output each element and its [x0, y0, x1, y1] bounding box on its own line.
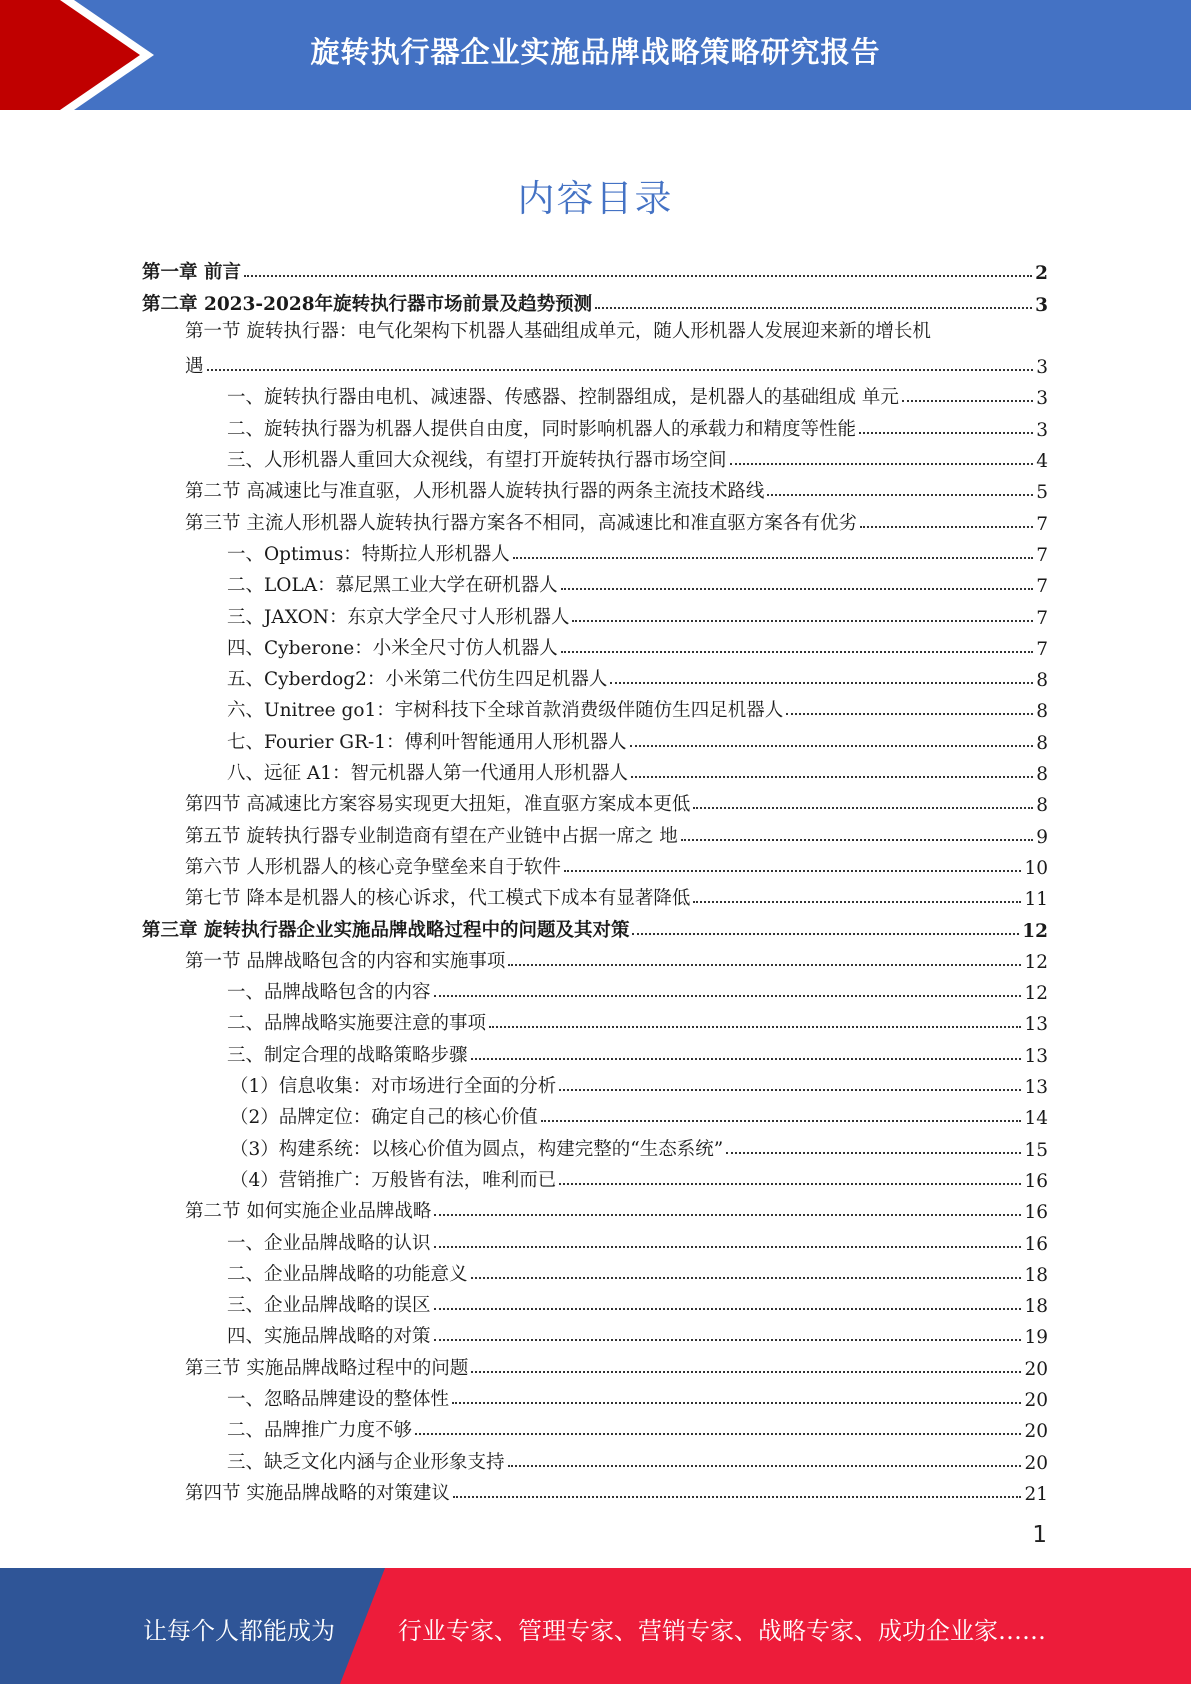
- toc-entry-page: 10: [1024, 857, 1048, 879]
- toc-entry[interactable]: [142, 910, 1048, 941]
- toc-entry-label: 二、品牌战略实施要注意的事项: [227, 1013, 487, 1035]
- toc-entry-page: 14: [1024, 1108, 1048, 1130]
- toc-leader-dots: [681, 839, 1033, 841]
- toc-entry-label: （1）信息收集：对市场进行全面的分析: [230, 1076, 557, 1098]
- toc-entry-label: 三、人形机器人重回大众视线，有望打开旋转执行器市场空间: [227, 450, 727, 472]
- toc-entry[interactable]: [142, 973, 1048, 1004]
- toc-leader-dots: [726, 1152, 1021, 1154]
- toc-entry-label: 四、Cyberone：小米全尺寸仿人机器人: [227, 637, 558, 659]
- page-number: 1: [1032, 1522, 1047, 1548]
- toc-leader-dots: [559, 1089, 1021, 1091]
- toc-entry-label: 一、企业品牌战略的认识: [227, 1232, 431, 1254]
- toc-entry[interactable]: [142, 535, 1048, 566]
- toc-entry-page: 13: [1024, 1014, 1048, 1036]
- toc-entry-label: 二、企业品牌战略的功能意义: [227, 1263, 468, 1285]
- toc-entry-label: 一、Optimus：特斯拉人形机器人: [227, 543, 510, 565]
- toc-entry[interactable]: [142, 472, 1048, 503]
- toc-entry[interactable]: [142, 1098, 1048, 1129]
- toc-entry-label: 三、缺乏文化内涵与企业形象支持: [227, 1451, 505, 1473]
- toc-entry[interactable]: [142, 942, 1048, 973]
- toc-entry-page: 8: [1036, 670, 1048, 692]
- toc-leader-dots: [559, 1183, 1021, 1185]
- toc-leader-dots: [513, 557, 1033, 559]
- toc-leader-dots: [434, 1308, 1022, 1310]
- toc-leader-dots: [471, 1371, 1021, 1373]
- toc-entry-page: 7: [1036, 576, 1048, 598]
- toc-entry-page: 3: [1035, 294, 1048, 316]
- toc-leader-dots: [595, 307, 1032, 309]
- toc-entry-page: 20: [1024, 1389, 1048, 1411]
- toc-leader-dots: [471, 1058, 1022, 1060]
- toc-leader-dots: [541, 1120, 1022, 1122]
- toc-entry[interactable]: [142, 629, 1048, 660]
- toc-leader-dots: [434, 995, 1022, 997]
- toc-entry[interactable]: [142, 816, 1048, 847]
- toc-entry[interactable]: [142, 660, 1048, 691]
- toc-entry-page: 12: [1022, 920, 1048, 942]
- toc-entry[interactable]: [142, 1411, 1048, 1442]
- toc-leader-dots: [561, 651, 1033, 653]
- toc-entry[interactable]: [142, 691, 1048, 722]
- toc-leader-dots: [631, 776, 1033, 778]
- toc-entry-page: 12: [1024, 951, 1048, 973]
- toc-leader-dots: [434, 1246, 1022, 1248]
- toc-entry[interactable]: [142, 1348, 1048, 1379]
- toc-entry-label: 第二节 高减速比与准直驱，人形机器人旋转执行器的两条主流技术路线: [185, 481, 765, 503]
- toc-entry[interactable]: [142, 1442, 1048, 1473]
- toc-entry[interactable]: [142, 409, 1048, 440]
- toc-entry[interactable]: [142, 879, 1048, 910]
- toc-leader-dots: [786, 713, 1033, 715]
- toc-leader-dots: [471, 1277, 1022, 1279]
- toc-leader-dots: [508, 1465, 1022, 1467]
- toc-entry[interactable]: [142, 1317, 1048, 1348]
- toc-entry-page: 5: [1036, 482, 1048, 504]
- toc-entry[interactable]: [142, 722, 1048, 753]
- toc-entry-page: 3: [1036, 388, 1048, 410]
- toc-entry-label: 四、实施品牌战略的对策: [227, 1326, 431, 1348]
- toc-entry-label: 三、制定合理的战略策略步骤: [227, 1044, 468, 1066]
- toc-leader-dots: [630, 745, 1034, 747]
- toc-entry-page: 7: [1036, 513, 1048, 535]
- toc-entry[interactable]: [142, 1223, 1048, 1254]
- toc-entry-page: 20: [1024, 1358, 1048, 1380]
- toc-entry[interactable]: [142, 503, 1048, 534]
- toc-entry-page: 16: [1024, 1202, 1048, 1224]
- toc-entry[interactable]: [142, 1192, 1048, 1223]
- toc-entry-label: 六、Unitree go1：宇树科技下全球首款消费级伴随仿生四足机器人: [227, 700, 784, 722]
- toc-entry-label: 二、旋转执行器为机器人提供自由度，同时影响机器人的承载力和精度等性能: [227, 418, 857, 440]
- toc-entry-label: （2）品牌定位：确定自己的核心价值: [230, 1107, 538, 1129]
- toc-entry[interactable]: [142, 441, 1048, 472]
- page-header: [0, 0, 1191, 110]
- toc-entry-page: 2: [1035, 263, 1048, 285]
- toc-entry[interactable]: [142, 1380, 1048, 1411]
- toc-entry[interactable]: [142, 1129, 1048, 1160]
- toc-entry-label: 第一节 品牌战略包含的内容和实施事项: [185, 950, 506, 972]
- toc-leader-dots: [632, 933, 1019, 935]
- toc-leader-dots: [610, 682, 1033, 684]
- toc-entry[interactable]: [142, 1474, 1048, 1505]
- toc-entry[interactable]: [142, 597, 1048, 628]
- toc-entry-label: 七、Fourier GR-1：傅利叶智能通用人形机器人: [227, 731, 627, 753]
- toc-entry-page: 8: [1036, 764, 1048, 786]
- toc-entry-label: 第三节 实施品牌战略过程中的问题: [185, 1357, 469, 1379]
- toc-entry[interactable]: [142, 1004, 1048, 1035]
- toc-entry-label: 第五节 旋转执行器专业制造商有望在产业链中占据一席之 地: [185, 825, 678, 847]
- toc-entry-label: 第四节 高减速比方案容易实现更大扭矩，准直驱方案成本更低: [185, 794, 691, 816]
- toc-entry-page: 11: [1024, 889, 1048, 911]
- toc-entry-page: 8: [1036, 732, 1048, 754]
- toc-entry-label: （3）构建系统：以核心价值为圆点，构建完整的“生态系统”: [230, 1138, 724, 1160]
- toc-entry[interactable]: [142, 754, 1048, 785]
- toc-entry-label: 第一章 前言: [142, 262, 241, 284]
- toc-entry[interactable]: [142, 347, 1048, 378]
- toc-entry-page: 7: [1036, 607, 1048, 629]
- toc-leader-dots: [434, 1214, 1021, 1216]
- toc-leader-dots: [859, 432, 1033, 434]
- toc-entry[interactable]: [142, 1255, 1048, 1286]
- toc-entry-label: 第四节 实施品牌战略的对策建议: [185, 1482, 450, 1504]
- toc-entry[interactable]: [142, 785, 1048, 816]
- toc-entry-page: 16: [1024, 1170, 1048, 1192]
- report-title: 旋转执行器企业实施品牌战略策略研究报告: [310, 35, 881, 69]
- toc-entry-page: 19: [1024, 1327, 1048, 1349]
- toc-leader-dots: [452, 1402, 1021, 1404]
- toc-leader-dots: [564, 870, 1022, 872]
- toc-entry-label: 一、忽略品牌建设的整体性: [227, 1388, 450, 1410]
- toc-entry[interactable]: [142, 1161, 1048, 1192]
- toc-leader-dots: [693, 901, 1021, 903]
- toc-entry-page: 13: [1024, 1045, 1048, 1067]
- toc-entry-page: 3: [1036, 357, 1048, 379]
- toc-entry-page: 15: [1024, 1139, 1048, 1161]
- toc-entry-label: 三、JAXON：东京大学全尺寸人形机器人: [227, 606, 570, 628]
- toc-leader-dots: [207, 369, 1034, 371]
- toc-entry-page: 3: [1036, 419, 1048, 441]
- toc-entry-label: （4）营销推广：万般皆有法，唯利而已: [230, 1169, 557, 1191]
- toc-leader-dots: [730, 463, 1034, 465]
- toc-entry-page: 4: [1036, 451, 1048, 473]
- toc-entry-label: 一、品牌战略包含的内容: [227, 982, 431, 1004]
- toc-entry-label: 三、企业品牌战略的误区: [227, 1295, 431, 1317]
- toc-leader-dots: [902, 400, 1033, 402]
- toc-entry-label: 第二章 2023-2028年旋转执行器市场前景及趋势预测: [142, 293, 593, 315]
- table-of-contents: [142, 253, 1048, 1505]
- toc-leader-dots: [767, 494, 1033, 496]
- toc-entry-page: 21: [1024, 1483, 1048, 1505]
- toc-entry[interactable]: [142, 1286, 1048, 1317]
- toc-entry[interactable]: [142, 284, 1048, 315]
- toc-entry-label: 五、Cyberdog2：小米第二代仿生四足机器人: [227, 669, 608, 691]
- toc-entry-page: 18: [1024, 1264, 1048, 1286]
- toc-entry[interactable]: [142, 1035, 1048, 1066]
- toc-entry[interactable]: [142, 566, 1048, 597]
- toc-leader-dots: [572, 620, 1033, 622]
- toc-entry-page: 16: [1024, 1233, 1048, 1255]
- toc-entry[interactable]: [142, 253, 1048, 284]
- footer-slogan-right: 行业专家、管理专家、营销专家、战略专家、成功企业家……: [398, 1617, 1046, 1645]
- toc-entry-label: 遇: [185, 356, 204, 378]
- toc-leader-dots: [561, 588, 1034, 590]
- toc-entry-page: 8: [1036, 701, 1048, 723]
- toc-entry-label: 第三节 主流人形机器人旋转执行器方案各不相同，高减速比和准直驱方案各有优劣: [185, 512, 857, 534]
- toc-entry-page: 12: [1024, 983, 1048, 1005]
- toc-leader-dots: [860, 526, 1033, 528]
- toc-leader-dots: [489, 1026, 1021, 1028]
- toc-leader-dots: [244, 275, 1032, 277]
- toc-leader-dots: [508, 964, 1021, 966]
- toc-entry[interactable]: [142, 848, 1048, 879]
- toc-entry-label: 第三章 旋转执行器企业实施品牌战略过程中的问题及其对策: [142, 919, 630, 941]
- toc-entry-page: 20: [1024, 1421, 1048, 1443]
- toc-entry-label: 一、旋转执行器由电机、减速器、传感器、控制器组成，是机器人的基础组成 单元: [227, 387, 899, 409]
- toc-entry-label: 第二节 如何实施企业品牌战略: [185, 1201, 432, 1223]
- page-footer: [0, 1568, 1191, 1684]
- toc-entry-page: 20: [1024, 1452, 1048, 1474]
- toc-entry-page: 18: [1024, 1296, 1048, 1318]
- toc-entry-wrapped-line[interactable]: 第一节 旋转执行器：电气化架构下机器人基础组成单元，随人形机器人发展迎来新的增长机: [185, 320, 931, 342]
- toc-entry-label: 第七节 降本是机器人的核心诉求，代工模式下成本有显著降低: [185, 888, 691, 910]
- footer-slogan-left: 让每个人都能成为: [143, 1617, 335, 1645]
- toc-entry[interactable]: [142, 1067, 1048, 1098]
- toc-entry[interactable]: [142, 378, 1048, 409]
- toc-entry-label: 第六节 人形机器人的核心竞争壁垒来自于软件: [185, 856, 561, 878]
- toc-entry-page: 13: [1024, 1077, 1048, 1099]
- toc-entry-label: 八、远征 A1：智元机器人第一代通用人形机器人: [227, 763, 629, 785]
- toc-entry-page: 8: [1036, 795, 1048, 817]
- toc-entry-page: 9: [1036, 826, 1048, 848]
- toc-entry-page: 7: [1036, 638, 1048, 660]
- toc-entry-page: 7: [1036, 544, 1048, 566]
- toc-leader-dots: [434, 1339, 1022, 1341]
- toc-entry-label: 二、品牌推广力度不够: [227, 1420, 413, 1442]
- toc-leader-dots: [415, 1433, 1021, 1435]
- toc-leader-dots: [453, 1496, 1022, 1498]
- toc-entry-label: 二、LOLA：慕尼黑工业大学在研机器人: [227, 575, 558, 597]
- toc-leader-dots: [693, 807, 1033, 809]
- toc-heading: 内容目录: [517, 177, 674, 220]
